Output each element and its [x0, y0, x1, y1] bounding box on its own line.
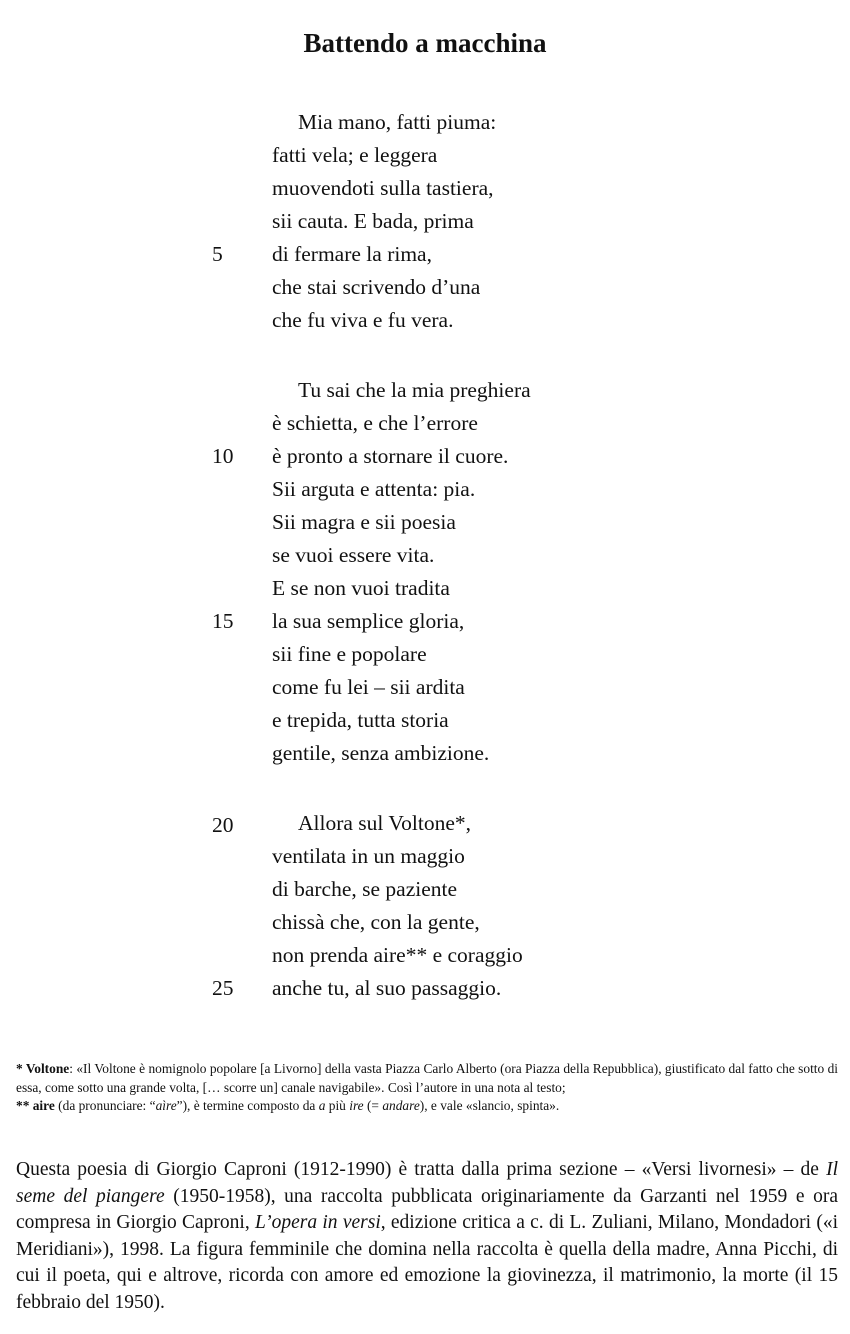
- footnote-text: (=: [363, 1098, 383, 1113]
- footnote-aire: [16, 1097, 838, 1116]
- footnote-text: (da pronunciare: “: [54, 1098, 156, 1113]
- poem-line: sii cauta. E bada, prima: [272, 209, 474, 233]
- poem-line: è pronto a stornare il cuore.: [272, 444, 509, 468]
- poem-line: muovendoti sulla tastiera,: [272, 176, 494, 200]
- book-title: L’opera in versi: [255, 1212, 381, 1233]
- footnote-marker: * Voltone: [16, 1061, 70, 1076]
- line-number: 25: [212, 976, 234, 1000]
- poem-line: che fu viva e fu vera.: [272, 308, 454, 332]
- commentary-text: , edizione critica a c. di L. Zuliani, Milano, Mondadori («i Meridiani»), 1998. La figura femminile che domina nella raccolta è quella della madre, Anna Picchi, di cui il poeta, qui e altrove, ricorda con amore ed emozione la giovinezza, il matrimonio, la morte (il 15 febbraio del 1950).: [16, 1212, 838, 1313]
- poem-line: fatti vela; e leggera: [272, 143, 438, 167]
- commentary: [16, 1157, 838, 1316]
- poem-line: Mia mano, fatti piuma:: [298, 110, 497, 134]
- poem-line: la sua semplice gloria,: [272, 609, 465, 633]
- line-number: 20: [212, 813, 234, 837]
- footnote-marker: ** aire: [16, 1098, 55, 1113]
- poem-line: che stai scrivendo d’una: [272, 275, 481, 299]
- footnote-italic: a: [318, 1098, 326, 1113]
- poem-line: Tu sai che la mia preghiera: [298, 378, 531, 402]
- poem-line: ventilata in un maggio: [272, 844, 465, 868]
- footnote-italic: ire: [349, 1098, 364, 1113]
- poem-line: è schietta, e che l’errore: [272, 411, 478, 435]
- footnote-text: : «Il Voltone è nomignolo popolare [a Livorno] della vasta Piazza Carlo Alberto (ora Piazza della Repubblica), giustificato dal fatto che sotto di essa, come sotto una grande volta, [… scorre un] canale navigabile». Così l’autore in una nota al testo;: [16, 1061, 838, 1095]
- poem-line: Sii magra e sii poesia: [272, 510, 456, 534]
- poem-line: di fermare la rima,: [272, 242, 432, 266]
- line-number: 10: [212, 444, 234, 468]
- poem-line: come fu lei – sii ardita: [272, 675, 465, 699]
- commentary-paragraph: [16, 1157, 838, 1316]
- poem-line: Allora sul Voltone*,: [298, 811, 471, 835]
- poem-line: anche tu, al suo passaggio.: [272, 976, 502, 1000]
- footnotes: [16, 1060, 838, 1116]
- footnote-voltone: [16, 1060, 838, 1097]
- poem-line: non prenda aire** e coraggio: [272, 943, 523, 967]
- footnote-italic: aìre: [155, 1098, 177, 1113]
- line-number: 15: [212, 609, 234, 633]
- poem-line: sii fine e popolare: [272, 642, 427, 666]
- poem-line: E se non vuoi tradita: [272, 576, 450, 600]
- poem-line: se vuoi essere vita.: [272, 543, 435, 567]
- commentary-text: (1950-1958), una raccolta pubblicata originariamente da Garzanti nel 1959 e ora compresa in Giorgio Caproni,: [16, 1185, 838, 1233]
- poem-line: chissà che, con la gente,: [272, 910, 480, 934]
- commentary-text: Questa poesia di Giorgio Caproni (1912-1990) è tratta dalla prima sezione – «Versi livornesi» – de: [16, 1159, 827, 1180]
- line-number: 5: [212, 242, 223, 266]
- footnote-italic: andare: [382, 1098, 420, 1113]
- poem-line: gentile, senza ambizione.: [272, 741, 490, 765]
- poem-line: e trepida, tutta storia: [272, 708, 449, 732]
- book-title: Il seme del piangere: [16, 1159, 838, 1207]
- footnote-text: ), e vale «slancio, spinta».: [419, 1098, 560, 1113]
- footnote-text: ”), è termine composto da: [176, 1098, 319, 1113]
- poem-title: Battendo a macchina: [303, 28, 547, 58]
- poem-line: di barche, se paziente: [272, 877, 458, 901]
- footnote-text: più: [325, 1098, 350, 1113]
- poem-line: Sii arguta e attenta: pia.: [272, 477, 476, 501]
